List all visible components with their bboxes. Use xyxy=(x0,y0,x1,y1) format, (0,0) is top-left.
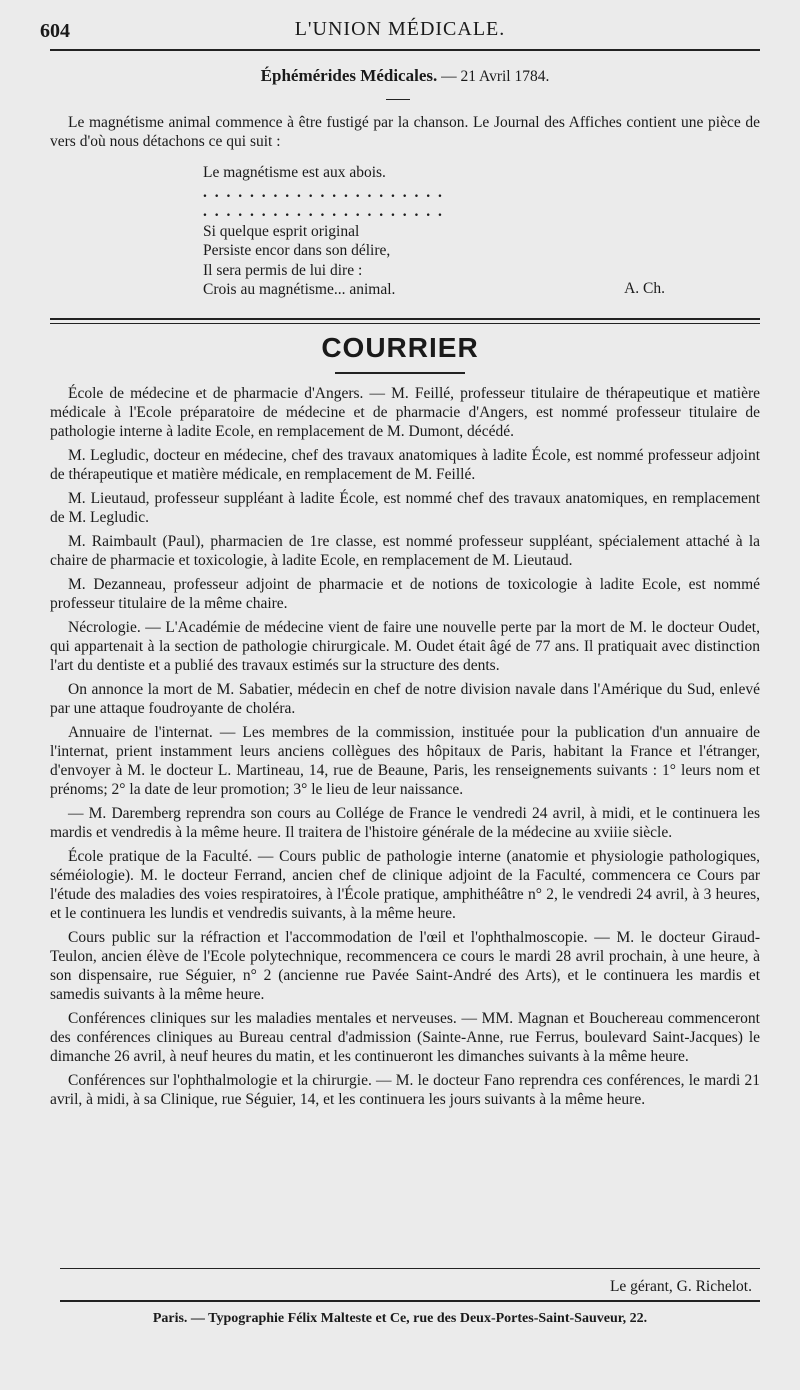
news-paragraph: M. Dezanneau, professeur adjoint de pharmacie et de notions de toxicologie à ladite Ecole, est nommé professeur titulaire de la même chaire. xyxy=(50,576,760,612)
poem xyxy=(203,163,444,300)
news-paragraph: Conférences cliniques sur les maladies mentales et nerveuses. — MM. Magnan et Bouchereau commenceront des conférences cliniques au Bureau central d'admission (Sainte-Anne, rue Ferrus, boulevard Saint-Jacques) le dimanche 26 avril, à neuf heures du matin, et les continueront les dimanches suivants à la même heure. xyxy=(50,1010,760,1065)
ephemerides-title: Éphémérides Médicales. xyxy=(260,66,438,85)
poem-line: Crois au magnétisme... animal. xyxy=(203,281,396,298)
poem-line: Il sera permis de lui dire : xyxy=(203,261,363,279)
running-title: L'UNION MÉDICALE. xyxy=(294,18,506,40)
poem-line: Le magnétisme est aux abois. xyxy=(203,164,386,181)
news-paragraph: M. Legludic, docteur en médecine, chef des travaux anatomiques à ladite École, est nommé professeur adjoint de thérapeutique et matière médicale, en remplacement de M. Feillé. xyxy=(50,447,760,483)
news-paragraph: École de médecine et de pharmacie d'Angers. — M. Feillé, professeur titulaire de thérapeutique et matière médicale à l'Ecole préparatoire de médecine et de pharmacie d'Angers, est nommé professeur titulaire de pathologie interne à ladite Ecole, en remplacement de M. Dumont, décédé. xyxy=(50,385,760,440)
section-rule-bottom xyxy=(50,323,760,324)
page-number: 604 xyxy=(40,20,70,42)
poem-line: Persiste encor dans son délire, xyxy=(203,242,391,259)
news-paragraph: Annuaire de l'internat. — Les membres de la commission, instituée pour la publication d'un annuaire de l'internat, prient instamment leurs anciens collègues des hôpitaux de Paris, habitant la France et l'étranger, d'envoyer à M. le docteur L. Martineau, 14, rue de Beaune, Paris, les renseignements suivants : 1° leurs nom et prénoms; 2° la date de leur promotion; 3° le lieu de leur naissance. xyxy=(50,724,760,798)
poem-ellipsis: . . . . . . . . . . . . . . . . . . . . . xyxy=(203,183,444,201)
header-rule xyxy=(50,49,760,51)
poem-line: Si quelque esprit original xyxy=(203,222,360,240)
page-header xyxy=(40,18,760,48)
intro-text: Le magnétisme animal commence à être fustigé par la chanson. Le Journal des Affiches contient une pièce de vers d'où nous détachons ce qui suit : xyxy=(50,114,760,150)
courrier-heading: COURRIER xyxy=(321,332,479,363)
ephemerides-signature: A. Ch. xyxy=(624,280,665,297)
news-paragraph: On annonce la mort de M. Sabatier, médecin en chef de notre division navale dans l'Amérique du Sud, enlevé par une attaque foudroyante de choléra. xyxy=(50,681,760,717)
gerant-signature: Le gérant, G. Richelot. xyxy=(609,1278,752,1295)
footer-rule-top xyxy=(60,1268,760,1269)
poem-ellipsis: . . . . . . . . . . . . . . . . . . . . . xyxy=(203,203,444,220)
news-paragraph: Cours public sur la réfraction et l'accommodation de l'œil et l'ophthalmoscopie. — M. le docteur Giraud-Teulon, ancien élève de l'Ecole polytechnique, recommencera ce cours le mardi 28 avril prochain, à une heure, à son dispensaire, rue Séguier, n° 2 (ancienne rue Pavée Saint-André des Arts), et le continuera les mardis et samedis suivants à la même heure. xyxy=(50,929,760,1003)
news-paragraph: École pratique de la Faculté. — Cours public de pathologie interne (anatomie et physiologie pathologiques, séméiologie). M. le docteur Ferrand, ancien chef de clinique adjoint de la Faculté, commencera ce Cours par l'étude des maladies des voies respiratoires, à l'École pratique, amphithéâtre n° 2, le vendredi 24 avril, à 3 heures, et le continuera les lundis et vendredis suivants, à la même heure. xyxy=(50,848,760,922)
news-paragraph: Conférences sur l'ophthalmologie et la chirurgie. — M. le docteur Fano reprendra ces conférences, le mardi 21 avril, à midi, à sa Clinique, rue Séguier, 14, et les continuera les jours suivants à la même heure. xyxy=(50,1072,760,1108)
courrier-underline xyxy=(335,372,465,374)
printer-imprint: Paris. — Typographie Félix Malteste et Ce, rue des Deux-Portes-Saint-Sauveur, 22. xyxy=(152,1311,648,1326)
ephemerides-heading xyxy=(50,66,760,86)
section-rule-top xyxy=(50,318,760,320)
news-paragraph: M. Raimbault (Paul), pharmacien de 1re classe, est nommé professeur suppléant, spécialement attaché à la chaire de pharmacie et toxicologie, à ladite Ecole, en remplacement de M. Lieutaud. xyxy=(50,533,760,569)
courrier-body xyxy=(50,384,760,1114)
news-paragraph: — M. Daremberg reprendra son cours au Collége de France le vendredi 24 avril, à midi, et le continuera les mardis et vendredis à la même heure. Il traitera de l'histoire générale de la médecine au xviiie siècle. xyxy=(50,805,760,841)
ephemerides-date: — 21 Avril 1784. xyxy=(441,68,550,85)
ephemerides-intro xyxy=(50,113,760,156)
title-dash xyxy=(386,99,410,100)
news-paragraph: M. Lieutaud, professeur suppléant à ladite École, est nommé chef des travaux anatomiques, en remplacement de M. Legludic. xyxy=(50,490,760,526)
news-paragraph: Nécrologie. — L'Académie de médecine vient de faire une nouvelle perte par la mort de M. le docteur Oudet, qui appartenait à la section de pathologie chirurgicale. M. Oudet était âgé de 77 ans. Il pratiquait avec distinction l'art du dentiste et a publié des travaux estimés sur la structure des dents. xyxy=(50,619,760,674)
footer-rule-bottom xyxy=(60,1300,760,1302)
